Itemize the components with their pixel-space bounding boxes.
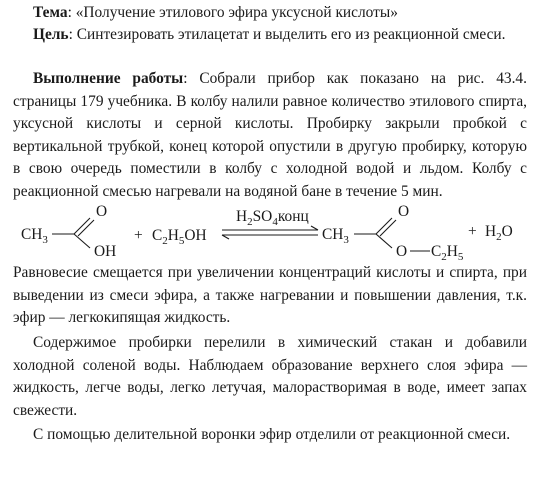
plus-sign-2: + [468, 223, 477, 240]
equilibrium-paragraph [13, 262, 527, 330]
reverse-arrow-head [222, 235, 229, 239]
work-label: Выполнение работы [33, 70, 184, 87]
forward-arrow-head [311, 226, 318, 230]
ester-ethyl-group: $C_2H_5$ [431, 243, 464, 263]
work-paragraph [13, 68, 527, 204]
topic-label: Тема [33, 4, 68, 21]
ester-ch3: $CH_3$ [322, 226, 349, 246]
equilibrium-arrows [222, 208, 318, 239]
ester-c-o-bond [376, 234, 392, 248]
observation-paragraph [13, 332, 527, 422]
plus-sign-1: + [134, 227, 143, 244]
topic-line [13, 2, 527, 25]
equilibrium-text: Равновесие смещается при увеличении концентраций кислоты и спирта, при выведении из смеси эфира, а также нагревании и повышении давления, т.к. эфир — легкокипящая жидкость. [13, 264, 527, 327]
work-text: : Собрали прибор как показано на рис. 43.4. страницы 179 учебника. В колбу налили равное количество этилового спирта, уксусной кислоты и серной кислоты. Пробирку закрыли пробкой с вертикальной трубкой, конец которой опустили в другую пробирку, которую в свою очередь поместили в колбу с холодной водой и льдом. Колбу с реакционной смесью нагревали на водяной бане в течение 5 мин. [13, 70, 527, 200]
water-formula: $H_2O$ [485, 223, 513, 243]
ethyl-acetate-structure [322, 203, 464, 263]
separation-paragraph [13, 424, 527, 447]
goal-label: Цель [33, 26, 69, 43]
acid-hydroxyl: OH [94, 243, 117, 260]
acid-ch3: $CH_3$ [21, 226, 48, 246]
ethanol-formula: $C_2H_5OH$ [152, 227, 207, 247]
ester-carbonyl-oxygen: O [398, 203, 410, 220]
acid-c-oh-bond [74, 234, 90, 248]
goal-text: : Синтезировать этилацетат и выделить его из реакционной смеси. [68, 26, 506, 43]
separation-text: С помощью делительной воронки эфир отделили от реакционной смеси. [33, 426, 511, 443]
acetic-acid-structure [21, 203, 116, 260]
catalyst-label: $H_2SO_4конц$ [236, 208, 309, 228]
topic-text: : «Получение этилового эфира уксусной кислоты» [67, 4, 398, 21]
observation-text: Содержимое пробирки перелили в химический стакан и добавили холодной соленой воды. Наблюдаем образование верхнего слоя эфира — жидкость, легче воды, легко летучая, малорастворимая в воде, имеет запах свежести. [13, 334, 527, 419]
ester-ether-oxygen: O [396, 243, 408, 260]
acid-oxygen: O [96, 203, 108, 220]
goal-paragraph [13, 24, 527, 47]
esterification-equation [0, 196, 538, 264]
